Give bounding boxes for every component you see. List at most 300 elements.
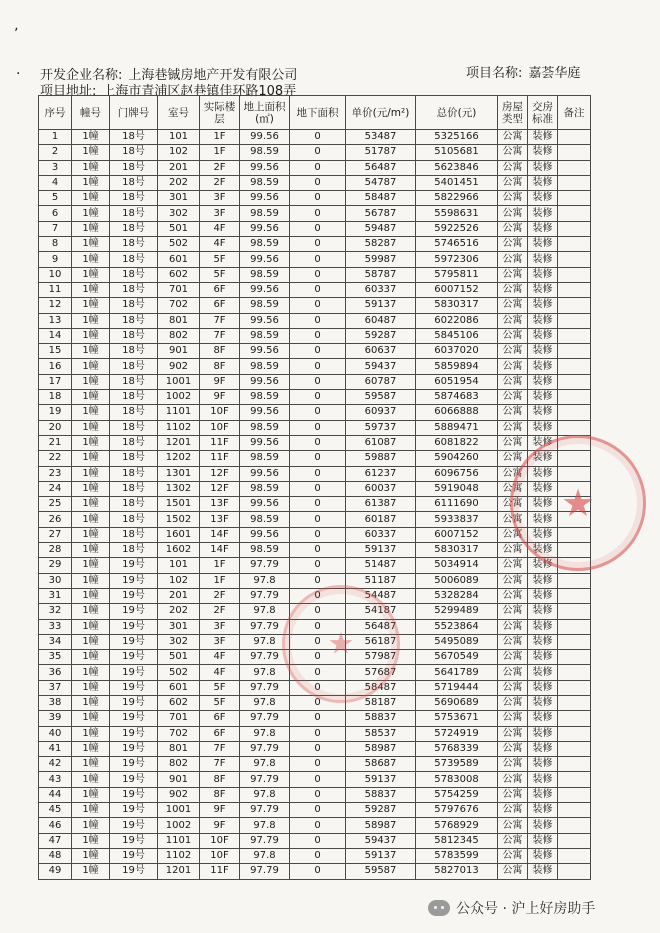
table-cell: 51487	[346, 558, 416, 573]
table-cell: 0	[290, 130, 346, 145]
table-cell: 97.79	[240, 772, 290, 787]
table-cell: 32	[39, 604, 72, 619]
table-cell: 19号	[110, 833, 158, 848]
table-cell: 2F	[200, 604, 240, 619]
table-cell: 1602	[158, 543, 200, 558]
table-cell: 45	[39, 803, 72, 818]
table-cell: 0	[290, 466, 346, 481]
table-cell: 0	[290, 604, 346, 619]
table-cell	[558, 359, 591, 374]
table-row	[39, 435, 591, 450]
table-cell: 61387	[346, 497, 416, 512]
table-cell: 0	[290, 451, 346, 466]
table-cell: 0	[290, 344, 346, 359]
table-cell: 5641789	[416, 665, 498, 680]
table-cell: 99.56	[240, 466, 290, 481]
table-cell: 装修	[528, 864, 558, 879]
table-cell: 59287	[346, 328, 416, 343]
table-cell	[558, 145, 591, 160]
table-cell: 12	[39, 298, 72, 313]
table-row	[39, 588, 591, 603]
table-cell: 0	[290, 512, 346, 527]
table-cell: 1幢	[72, 588, 110, 603]
table-cell: 5845106	[416, 328, 498, 343]
table-cell: 5523864	[416, 619, 498, 634]
table-row	[39, 757, 591, 772]
table-cell: 公寓	[498, 558, 528, 573]
table-cell: 0	[290, 374, 346, 389]
table-cell	[558, 665, 591, 680]
table-cell: 公寓	[498, 405, 528, 420]
table-cell: 0	[290, 573, 346, 588]
table-cell: 5328284	[416, 588, 498, 603]
table-row	[39, 772, 591, 787]
table-cell: 54187	[346, 604, 416, 619]
table-cell: 5670549	[416, 650, 498, 665]
table-cell: 公寓	[498, 741, 528, 756]
table-cell: 99.56	[240, 435, 290, 450]
table-cell: 0	[290, 145, 346, 160]
table-cell: 5006089	[416, 573, 498, 588]
table-cell: 98.59	[240, 206, 290, 221]
table-cell: 公寓	[498, 267, 528, 282]
table-cell: 59137	[346, 543, 416, 558]
table-cell: 98.59	[240, 145, 290, 160]
table-cell: 1幢	[72, 680, 110, 695]
table-cell	[558, 543, 591, 558]
table-cell: 31	[39, 588, 72, 603]
table-cell: 公寓	[498, 680, 528, 695]
table-cell: 0	[290, 619, 346, 634]
table-cell: 18号	[110, 221, 158, 236]
table-cell: 7F	[200, 328, 240, 343]
table-row	[39, 344, 591, 359]
table-row	[39, 497, 591, 512]
table-cell: 公寓	[498, 359, 528, 374]
table-cell: 8F	[200, 344, 240, 359]
table-cell	[558, 512, 591, 527]
table-cell: 98.59	[240, 390, 290, 405]
table-cell: 98.59	[240, 420, 290, 435]
table-cell: 公寓	[498, 634, 528, 649]
table-cell: 装修	[528, 497, 558, 512]
table-cell: 13F	[200, 497, 240, 512]
table-cell: 1幢	[72, 145, 110, 160]
table-cell: 1幢	[72, 313, 110, 328]
table-cell: 35	[39, 650, 72, 665]
table-cell: 19号	[110, 726, 158, 741]
table-cell: 0	[290, 481, 346, 496]
table-cell: 18号	[110, 543, 158, 558]
table-cell	[558, 344, 591, 359]
table-cell: 18号	[110, 267, 158, 282]
table-cell: 装修	[528, 466, 558, 481]
table-cell: 1幢	[72, 512, 110, 527]
table-cell: 公寓	[498, 619, 528, 634]
table-cell: 6051954	[416, 374, 498, 389]
column-header: 幢号	[72, 96, 110, 130]
table-cell: 99.56	[240, 497, 290, 512]
table-cell: 56487	[346, 160, 416, 175]
table-cell: 25	[39, 497, 72, 512]
table-header-row	[39, 96, 591, 130]
table-cell: 6F	[200, 282, 240, 297]
table-cell	[558, 772, 591, 787]
table-cell: 公寓	[498, 864, 528, 879]
table-cell: 1幢	[72, 328, 110, 343]
column-header: 序号	[39, 96, 72, 130]
table-cell: 10F	[200, 420, 240, 435]
column-header: 总价(元)	[416, 96, 498, 130]
table-cell: 0	[290, 741, 346, 756]
table-cell: 17	[39, 374, 72, 389]
table-cell: 0	[290, 405, 346, 420]
table-cell: 1幢	[72, 267, 110, 282]
table-row	[39, 650, 591, 665]
table-cell: 3F	[200, 191, 240, 206]
table-cell: 502	[158, 237, 200, 252]
table-cell	[558, 237, 591, 252]
table-cell: 5830317	[416, 298, 498, 313]
table-cell: 装修	[528, 634, 558, 649]
table-cell: 60337	[346, 527, 416, 542]
table-cell: 19号	[110, 772, 158, 787]
table-cell: 5919048	[416, 481, 498, 496]
table-row	[39, 374, 591, 389]
table-cell: 19号	[110, 619, 158, 634]
table-cell: 公寓	[498, 175, 528, 190]
table-cell: 装修	[528, 757, 558, 772]
table-cell: 装修	[528, 726, 558, 741]
table-cell: 1F	[200, 130, 240, 145]
table-cell: 0	[290, 420, 346, 435]
table-cell: 59987	[346, 252, 416, 267]
table-cell: 18号	[110, 435, 158, 450]
table-cell: 302	[158, 206, 200, 221]
table-cell: 202	[158, 175, 200, 190]
table-cell: 公寓	[498, 435, 528, 450]
table-cell: 0	[290, 695, 346, 710]
table-cell: 装修	[528, 741, 558, 756]
table-cell: 97.79	[240, 588, 290, 603]
table-cell: 97.79	[240, 803, 290, 818]
table-cell: 27	[39, 527, 72, 542]
table-cell: 1幢	[72, 237, 110, 252]
table-cell: 公寓	[498, 833, 528, 848]
table-cell: 58187	[346, 695, 416, 710]
table-cell: 97.79	[240, 711, 290, 726]
table-cell: 19号	[110, 695, 158, 710]
table-cell: 1幢	[72, 451, 110, 466]
table-cell: 10	[39, 267, 72, 282]
table-cell: 公寓	[498, 191, 528, 206]
table-cell: 19号	[110, 711, 158, 726]
table-cell: 装修	[528, 145, 558, 160]
table-cell	[558, 711, 591, 726]
table-row	[39, 451, 591, 466]
table-cell: 98.59	[240, 543, 290, 558]
table-cell: 13F	[200, 512, 240, 527]
table-cell	[558, 328, 591, 343]
table-cell: 公寓	[498, 711, 528, 726]
seal-star-icon: ★	[560, 481, 596, 525]
table-row	[39, 405, 591, 420]
table-cell: 61237	[346, 466, 416, 481]
table-cell: 5F	[200, 695, 240, 710]
table-cell: 公寓	[498, 604, 528, 619]
table-cell: 101	[158, 130, 200, 145]
table-row	[39, 420, 591, 435]
table-cell: 43	[39, 772, 72, 787]
table-row	[39, 267, 591, 282]
table-cell: 3F	[200, 619, 240, 634]
table-cell: 5933837	[416, 512, 498, 527]
wechat-icon	[428, 900, 450, 916]
table-cell	[558, 435, 591, 450]
table-cell: 99.56	[240, 527, 290, 542]
table-row	[39, 711, 591, 726]
table-cell: 47	[39, 833, 72, 848]
table-cell	[558, 558, 591, 573]
table-cell: 0	[290, 298, 346, 313]
table-cell: 301	[158, 191, 200, 206]
table-cell: 公寓	[498, 374, 528, 389]
table-cell: 9F	[200, 390, 240, 405]
table-cell: 18号	[110, 160, 158, 175]
table-cell: 公寓	[498, 298, 528, 313]
table-cell: 98.59	[240, 359, 290, 374]
table-cell	[558, 130, 591, 145]
table-cell	[558, 741, 591, 756]
table-cell: 0	[290, 435, 346, 450]
table-cell: 0	[290, 313, 346, 328]
table-cell: 0	[290, 527, 346, 542]
table-cell: 59887	[346, 451, 416, 466]
table-cell: 58687	[346, 757, 416, 772]
table-cell	[558, 527, 591, 542]
table-cell: 15	[39, 344, 72, 359]
column-header: 交房标准	[528, 96, 558, 130]
table-cell: 1幢	[72, 206, 110, 221]
table-cell: 21	[39, 435, 72, 450]
table-cell: 19号	[110, 741, 158, 756]
table-cell: 0	[290, 221, 346, 236]
table-cell: 装修	[528, 680, 558, 695]
table-row	[39, 145, 591, 160]
table-cell: 装修	[528, 390, 558, 405]
table-cell: 装修	[528, 481, 558, 496]
table-cell: 60487	[346, 313, 416, 328]
table-row	[39, 680, 591, 695]
table-cell: 公寓	[498, 803, 528, 818]
table-cell: 99.56	[240, 313, 290, 328]
table-cell: 2F	[200, 160, 240, 175]
table-cell: 5797676	[416, 803, 498, 818]
table-cell: 1幢	[72, 191, 110, 206]
table-cell: 1001	[158, 803, 200, 818]
table-cell: 1幢	[72, 787, 110, 802]
table-cell: 19号	[110, 818, 158, 833]
table-cell	[558, 206, 591, 221]
table-cell: 98.59	[240, 237, 290, 252]
table-cell: 1幢	[72, 252, 110, 267]
table-cell: 6037020	[416, 344, 498, 359]
table-cell: 4F	[200, 237, 240, 252]
table-cell: 1002	[158, 818, 200, 833]
table-cell: 1幢	[72, 864, 110, 879]
table-cell: 10F	[200, 405, 240, 420]
table-cell: 14F	[200, 543, 240, 558]
table-row	[39, 512, 591, 527]
table-cell: 6111690	[416, 497, 498, 512]
table-cell	[558, 588, 591, 603]
table-cell	[558, 573, 591, 588]
table-cell: 5034914	[416, 558, 498, 573]
table-cell: 1幢	[72, 344, 110, 359]
table-cell: 60637	[346, 344, 416, 359]
table-cell: 装修	[528, 298, 558, 313]
table-cell: 1幢	[72, 833, 110, 848]
table-cell: 97.8	[240, 787, 290, 802]
table-cell: 19号	[110, 573, 158, 588]
table-row	[39, 573, 591, 588]
table-cell: 33	[39, 619, 72, 634]
table-cell: 0	[290, 726, 346, 741]
table-cell: 1幢	[72, 757, 110, 772]
table-cell: 1幢	[72, 726, 110, 741]
table-cell	[558, 757, 591, 772]
table-cell: 99.56	[240, 344, 290, 359]
table-cell	[558, 787, 591, 802]
table-cell	[558, 313, 591, 328]
table-cell: 201	[158, 588, 200, 603]
table-cell: 6096756	[416, 466, 498, 481]
table-cell: 5783599	[416, 848, 498, 863]
table-row	[39, 741, 591, 756]
table-cell: 0	[290, 282, 346, 297]
table-cell: 0	[290, 206, 346, 221]
project-name-line	[466, 62, 580, 81]
table-cell: 97.79	[240, 833, 290, 848]
developer-value: 上海巷铖房地产开发有限公司	[128, 68, 298, 83]
table-cell: 1幢	[72, 558, 110, 573]
table-cell: 6066888	[416, 405, 498, 420]
table-cell: 99.56	[240, 130, 290, 145]
table-cell: 5859894	[416, 359, 498, 374]
table-cell: 40	[39, 726, 72, 741]
table-row	[39, 221, 591, 236]
table-cell: 18号	[110, 497, 158, 512]
table-cell: 19号	[110, 787, 158, 802]
table-cell: 装修	[528, 160, 558, 175]
project-name-label: 项目名称:	[466, 66, 523, 81]
table-cell: 装修	[528, 344, 558, 359]
table-cell: 0	[290, 160, 346, 175]
table-cell: 902	[158, 359, 200, 374]
table-cell: 1301	[158, 466, 200, 481]
table-cell: 18号	[110, 390, 158, 405]
table-cell: 5768339	[416, 741, 498, 756]
table-cell: 18	[39, 390, 72, 405]
table-cell: 18号	[110, 328, 158, 343]
table-cell: 18号	[110, 130, 158, 145]
table-cell: 装修	[528, 420, 558, 435]
table-cell: 4	[39, 175, 72, 190]
table-cell: 18号	[110, 527, 158, 542]
table-cell: 0	[290, 634, 346, 649]
table-cell: 97.8	[240, 604, 290, 619]
table-cell: 60037	[346, 481, 416, 496]
table-cell	[558, 619, 591, 634]
table-cell: 99.56	[240, 221, 290, 236]
table-cell: 1F	[200, 145, 240, 160]
table-cell: 5F	[200, 267, 240, 282]
table-cell: 5495089	[416, 634, 498, 649]
table-cell: 0	[290, 328, 346, 343]
table-cell: 8F	[200, 359, 240, 374]
table-cell: 10F	[200, 833, 240, 848]
table-cell: 装修	[528, 848, 558, 863]
table-cell: 装修	[528, 558, 558, 573]
table-cell: 18号	[110, 466, 158, 481]
table-row	[39, 619, 591, 634]
table-cell: 98.59	[240, 175, 290, 190]
table-cell: 14F	[200, 527, 240, 542]
table-cell: 装修	[528, 650, 558, 665]
table-cell: 5904260	[416, 451, 498, 466]
table-cell: 6081822	[416, 435, 498, 450]
table-cell: 1202	[158, 451, 200, 466]
table-cell: 5795811	[416, 267, 498, 282]
table-cell: 0	[290, 864, 346, 879]
table-cell: 1幢	[72, 665, 110, 680]
table-cell: 58787	[346, 267, 416, 282]
table-cell: 19	[39, 405, 72, 420]
table-cell: 公寓	[498, 481, 528, 496]
table-cell: 602	[158, 695, 200, 710]
table-cell: 0	[290, 191, 346, 206]
table-cell: 1幢	[72, 481, 110, 496]
table-cell: 5724919	[416, 726, 498, 741]
table-cell: 98.59	[240, 481, 290, 496]
table-cell: 99.56	[240, 405, 290, 420]
table-cell: 0	[290, 680, 346, 695]
table-cell	[558, 604, 591, 619]
table-cell: 公寓	[498, 328, 528, 343]
table-cell: 53487	[346, 130, 416, 145]
table-cell: 23	[39, 466, 72, 481]
table-cell: 公寓	[498, 451, 528, 466]
table-cell: 0	[290, 833, 346, 848]
table-cell: 51787	[346, 145, 416, 160]
table-cell: 1302	[158, 481, 200, 496]
table-cell: 58287	[346, 237, 416, 252]
table-cell: 1幢	[72, 221, 110, 236]
table-cell	[558, 481, 591, 496]
table-cell: 20	[39, 420, 72, 435]
table-cell: 60187	[346, 512, 416, 527]
table-cell: 6F	[200, 298, 240, 313]
table-cell: 1幢	[72, 175, 110, 190]
table-cell: 装修	[528, 252, 558, 267]
table-cell: 4F	[200, 650, 240, 665]
table-cell: 5	[39, 191, 72, 206]
table-cell: 公寓	[498, 527, 528, 542]
table-row	[39, 604, 591, 619]
table-cell: 98.59	[240, 451, 290, 466]
table-row	[39, 818, 591, 833]
table-row	[39, 864, 591, 879]
